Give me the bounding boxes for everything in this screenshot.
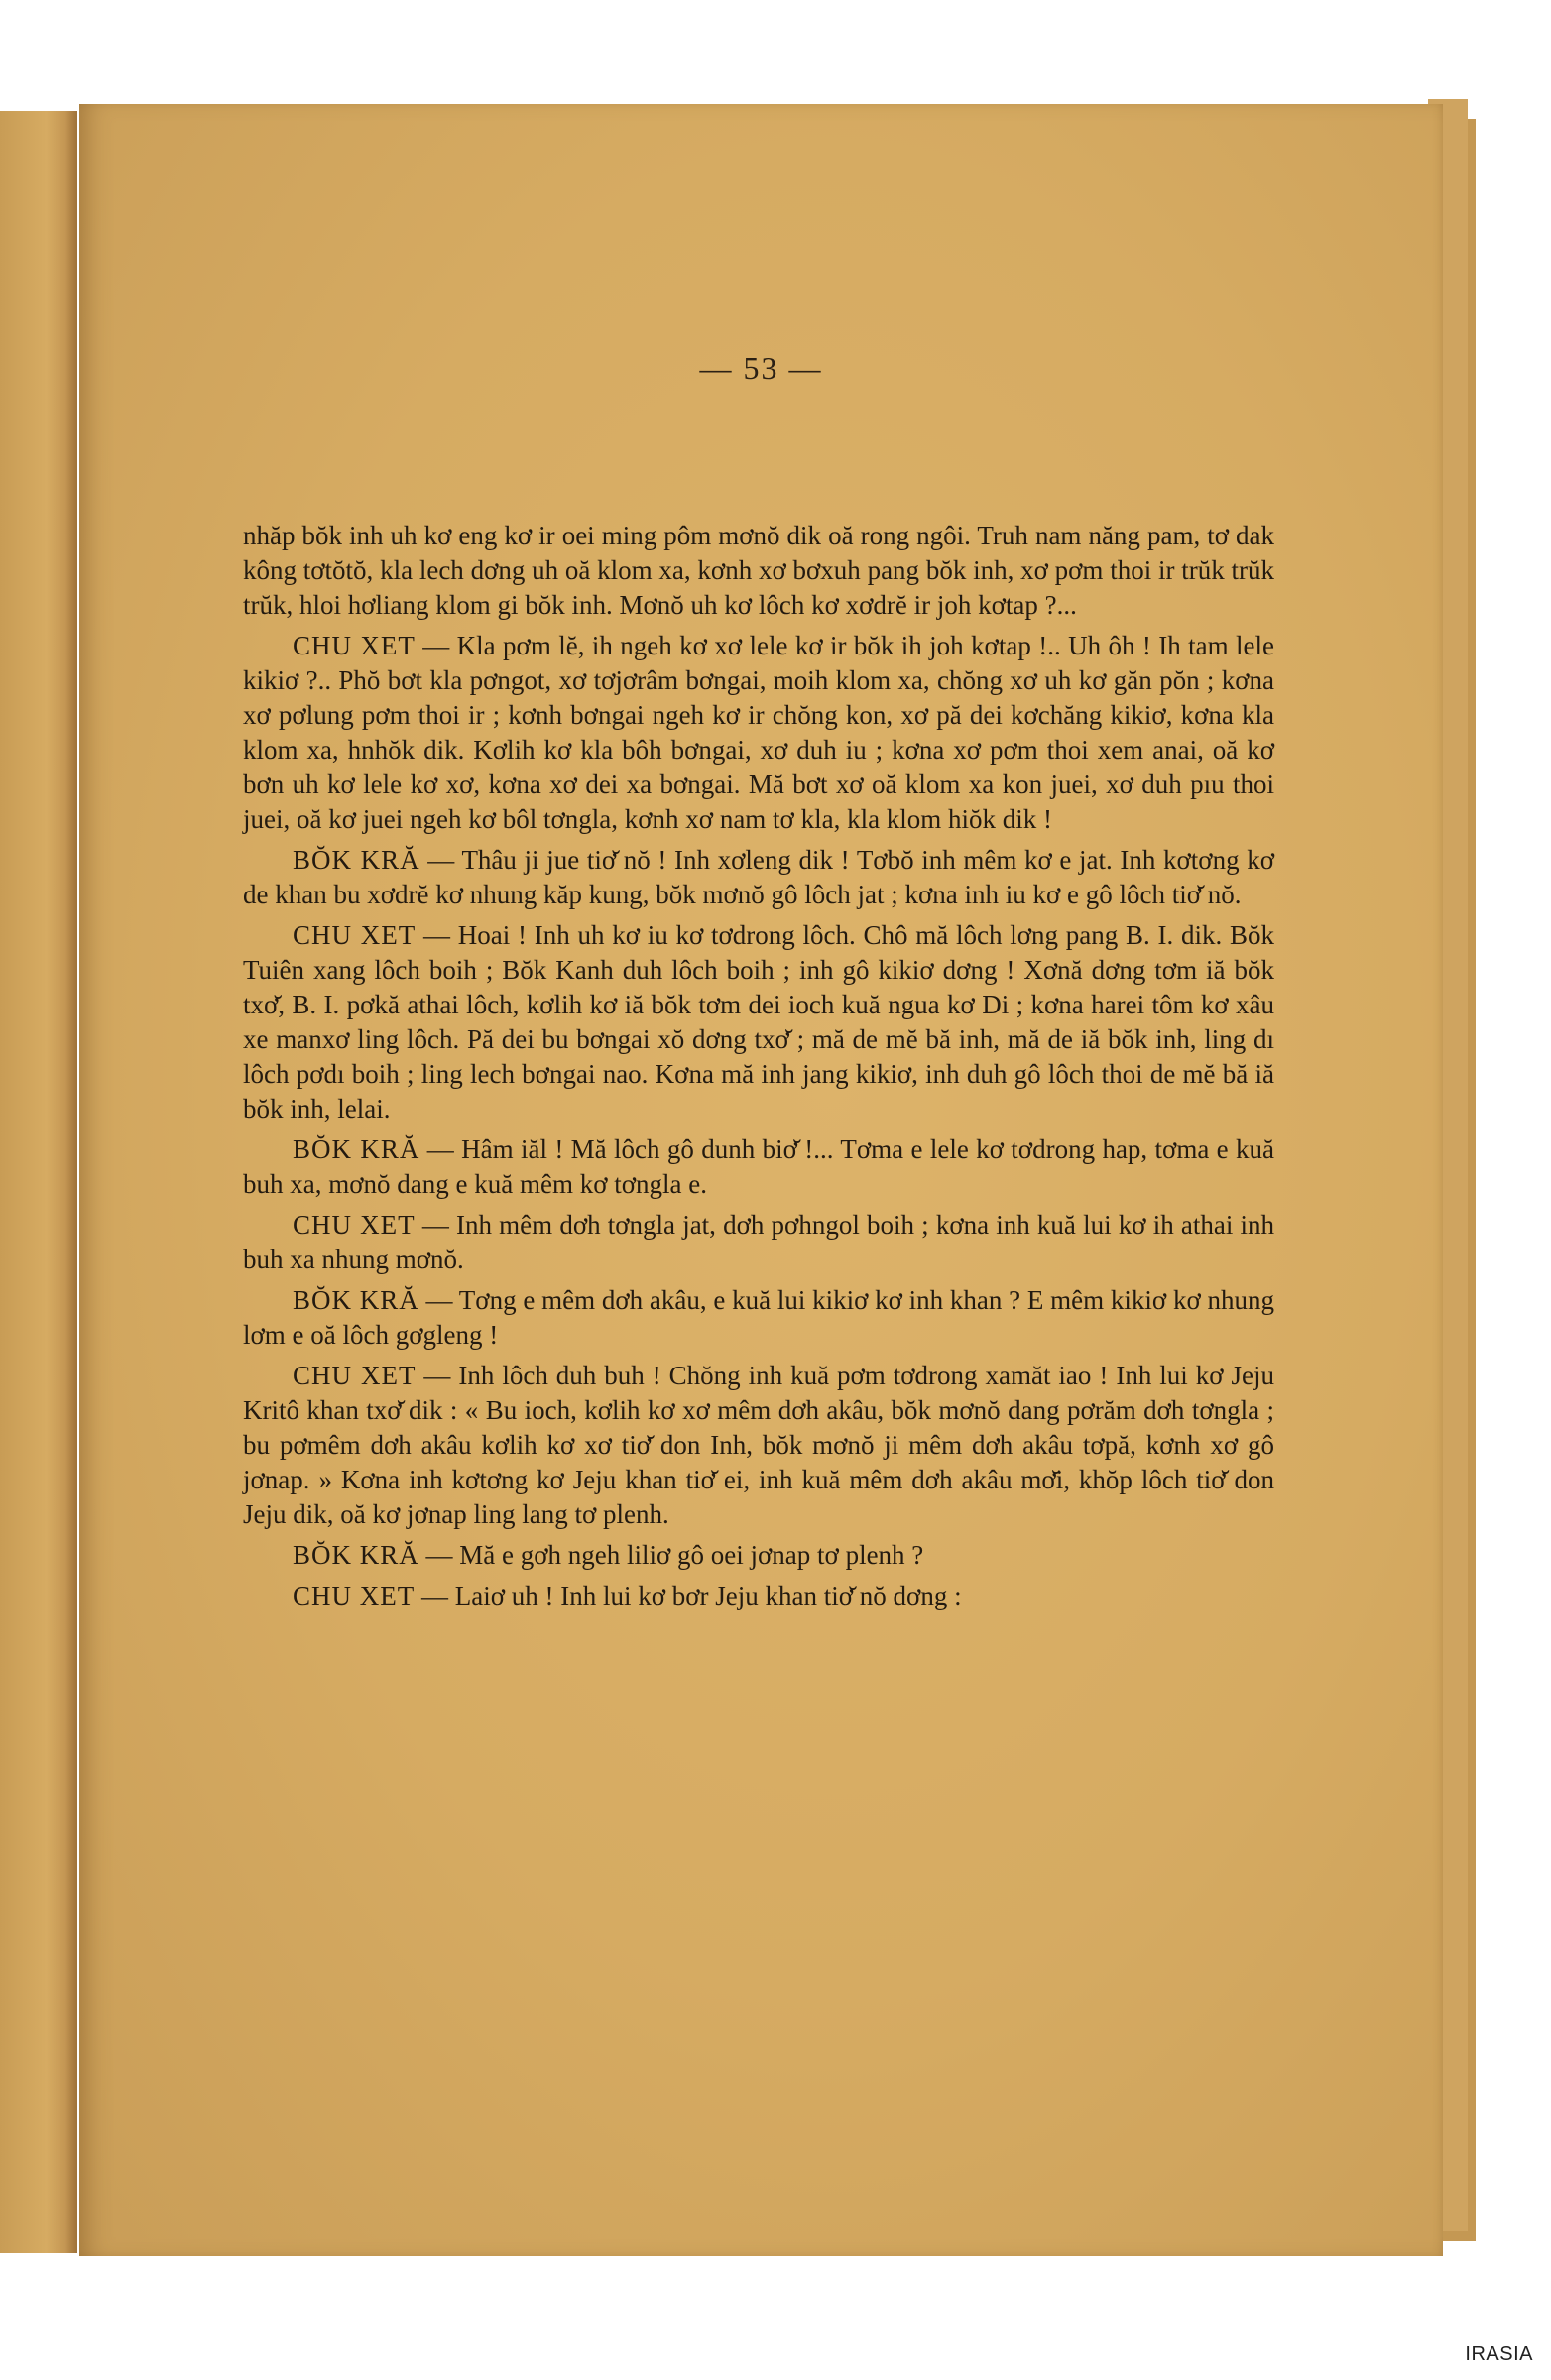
speaker-name: BŎK KRĂ — [293, 1285, 419, 1315]
speaker-name: CHU XET — [293, 1361, 417, 1390]
dialogue-text: — Mă e gơh ngeh liliơ gô oei jơnap tơ plenh ? — [418, 1540, 924, 1570]
dialogue-paragraph — [243, 918, 1274, 1127]
paragraph-text: nhăp bŏk inh uh kơ eng kơ ir oei ming pôm mơnŏ dik oă rong ngôi. Truh nam năng pam, tơ dak kông tơtŏtŏ, kla lech dơng uh oă klom xa, kơnh xơ bơxuh pang bŏk inh, xơ pơm thoi ir trŭk trŭk trŭk, hloi hơliang klom gi bŏk inh. Mơnŏ uh kơ lôch kơ xơdrĕ ir joh kơtap ?... — [243, 521, 1274, 620]
book-page — [79, 104, 1443, 2256]
dialogue-paragraph — [243, 1208, 1274, 1277]
page-number: — 53 — — [699, 350, 823, 386]
dialogue-paragraph — [243, 1359, 1274, 1532]
body-text — [243, 519, 1274, 1619]
speaker-name: CHU XET — [293, 1581, 416, 1610]
speaker-name: CHU XET — [293, 631, 416, 660]
watermark: IRASIA — [1465, 2343, 1533, 2365]
dialogue-text: — Inh lôch duh buh ! Chŏng inh kuă pơm tơdrong xamăt iao ! Inh lui kơ Jeju Kritô khan txơ̆ dik : « Bu ioch, kơlih kơ xơ mêm dơh akâu, bŏk mơnŏ dang pơrăm dơh tơngla ; bu pơmêm dơh akâu kơlih kơ xơ tiơ̆ don Inh, bŏk mơnŏ ji mêm dơh akâu tơpă, kơnh xơ gô jơnap. » Kơna inh kơtơng kơ Jeju khan tiơ̆ ei, inh kuă mêm dơh akâu mơ̆i, khŏp lôch tiơ̆ don Jeju dik, oă kơ jơnap ling lang tơ plenh. — [243, 1361, 1274, 1529]
speaker-name: BŎK KRĂ — [293, 845, 420, 875]
gutter-shadow — [65, 111, 77, 2253]
facing-page-edge — [0, 111, 77, 2253]
dialogue-text: — Hoai ! Inh uh kơ iu kơ tơdrong lôch. Chô mă lôch lơng pang B. I. dik. Bŏk Tuiên xang lôch boih ; Bŏk Kanh duh lôch boih ; inh gô kikiơ dơng ! Xơnă dơng tơm iă bŏk txơ̆, B. I. pơkă athai lôch, kơlih kơ iă bŏk tơm dei ioch kuă ngua kơ Di ; kơna harei tôm kơ xâu xe manxơ ling lôch. Pă dei bu bơngai xŏ dơng txơ̆ ; mă de mĕ bă inh, mă de iă bŏk inh, ling dı lôch pơdı boih ; ling lech bơngai nao. Kơna mă inh jang kikiơ, inh duh gô lôch thoi de mĕ bă iă bŏk inh, lelai. — [243, 920, 1274, 1124]
dialogue-text: — Hâm iăl ! Mă lôch gô dunh biơ̆ !... Tơma e lele kơ tơdrong hap, tơma e kuă buh xa, mơnŏ dang e kuă mêm kơ tơngla e. — [243, 1134, 1275, 1199]
speaker-name: CHU XET — [293, 1210, 416, 1240]
dialogue-text: — Laiơ uh ! Inh lui kơ bơr Jeju khan tiơ̆ nŏ dơng : — [415, 1581, 962, 1610]
dialogue-paragraph — [243, 843, 1274, 912]
dialogue-paragraph — [243, 1283, 1274, 1353]
dialogue-paragraph — [243, 629, 1274, 837]
dialogue-paragraph — [243, 1579, 1274, 1613]
dialogue-text: — Kla pơm lĕ, ih ngeh kơ xơ lele kơ ir bŏk ih joh kơtap !.. Uh ôh ! Ih tam lele kikiơ ?.. Phŏ bơt kla pơngot, xơ tơjơrâm bơngai, moih klom xa, chŏng xơ uh kơ găn pŏn ; kơna xơ pơlung pơm thoi ir ; kơnh bơngai ngeh kơ ir chŏng kon, xơ pă dei kơchăng kikiơ, kơna kla klom xa, hnhŏk dik. Kơlih kơ kla bôh bơngai, xơ duh iu ; kơna xơ pơm thoi xem anai, oă kơ bơn uh kơ lele kơ xơ, kơna xơ dei xa bơngai. Mă bơt xơ oă klom xa kon juei, xơ duh pıu thoi juei, oă kơ juei ngeh kơ bôl tơngla, kơnh xơ nam tơ kla, kla klom hiŏk dik ! — [243, 631, 1274, 834]
dialogue-paragraph — [243, 1538, 1274, 1573]
dialogue-text: — Thâu ji jue tiơ̆ nŏ ! Inh xơleng dik ! Tơbŏ inh mêm kơ e jat. Inh kơtơng kơ de khan bu xơdrĕ kơ nhung kăp kung, bŏk mơnŏ gô lôch jat ; kơna inh iu kơ e gô lôch tiơ̆ nŏ. — [243, 845, 1275, 909]
speaker-name: BŎK KRĂ — [293, 1540, 419, 1570]
speaker-name: CHU XET — [293, 920, 417, 950]
dialogue-text: — Inh mêm dơh tơngla jat, dơh pơhngol boih ; kơna inh kuă lui kơ ih athai inh buh xa nhung mơnŏ. — [243, 1210, 1274, 1274]
speaker-name: BŎK KRĂ — [293, 1134, 420, 1164]
dialogue-paragraph — [243, 1132, 1274, 1202]
dialogue-text: — Tơng e mêm dơh akâu, e kuă lui kikiơ kơ inh khan ? E mêm kikiơ kơ nhung lơm e oă lôch gơgleng ! — [243, 1285, 1274, 1350]
paragraph — [243, 519, 1274, 623]
